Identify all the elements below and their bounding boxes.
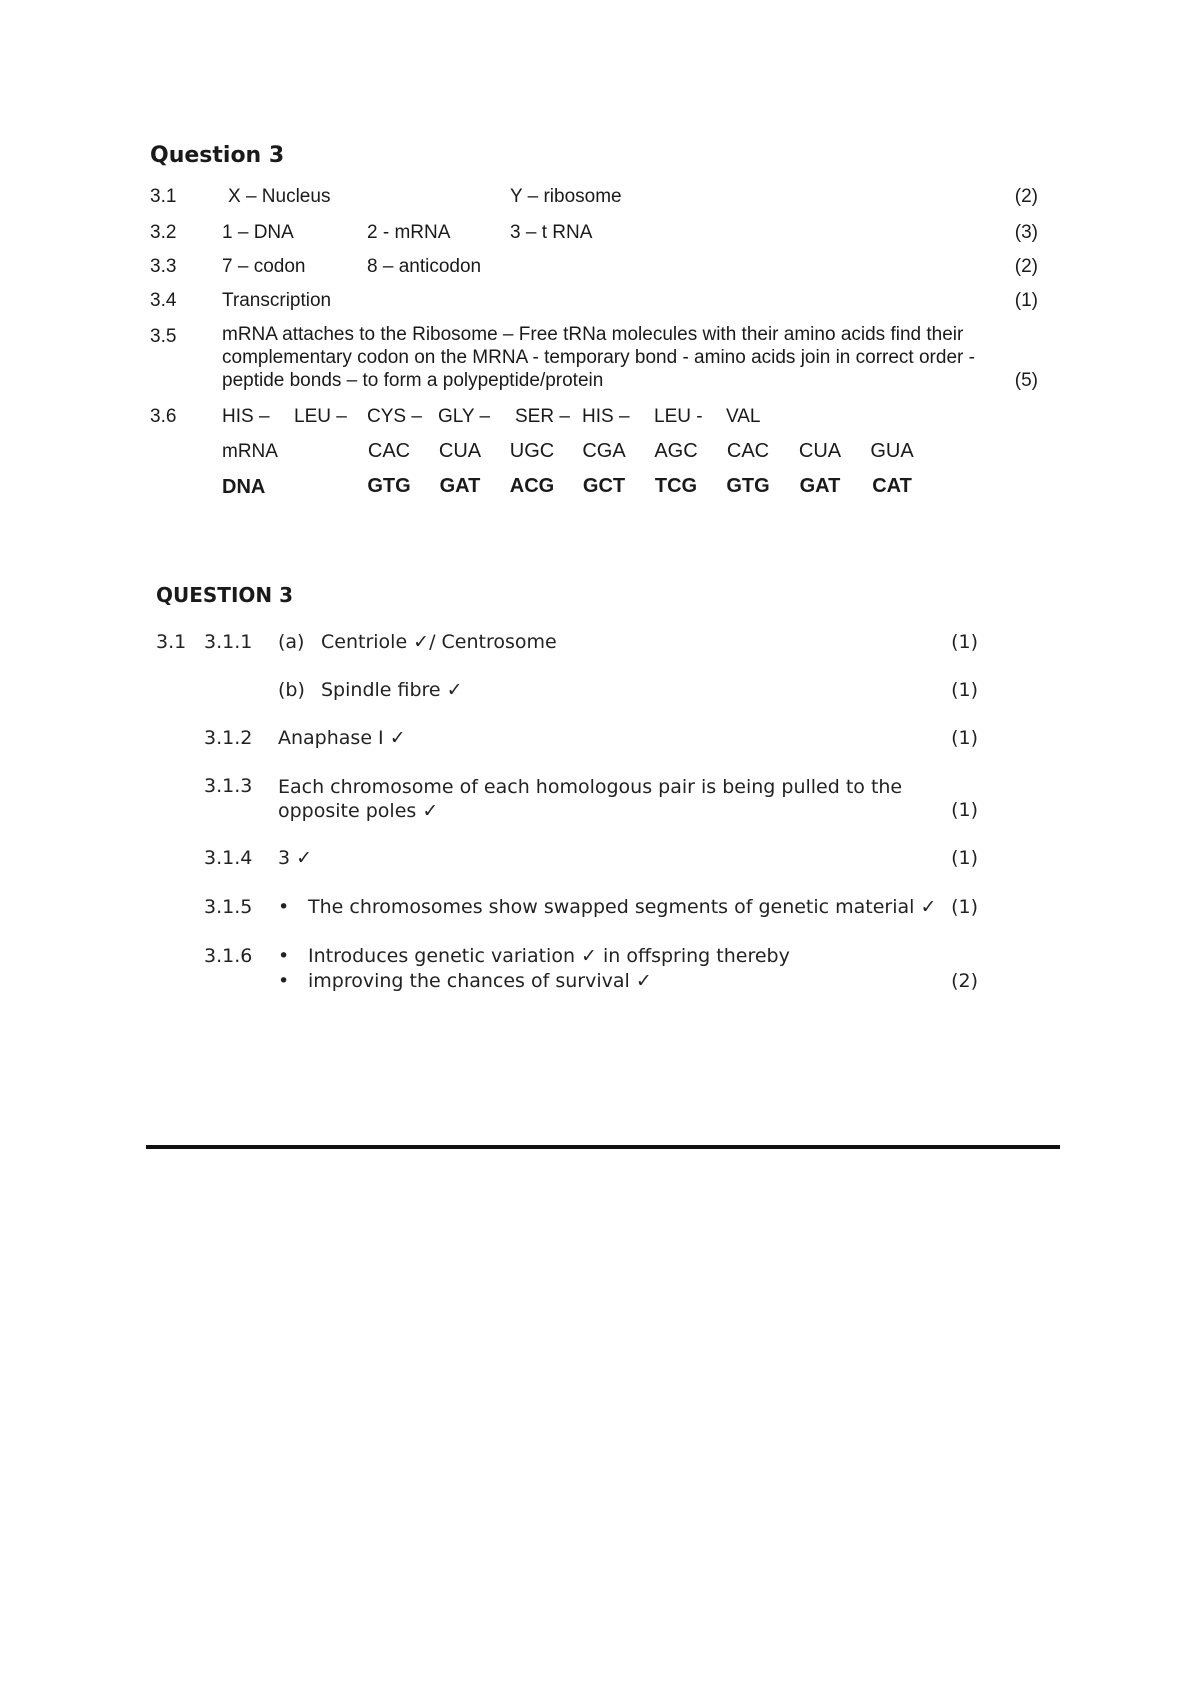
q3-1-3-number: 3.1.3 bbox=[204, 775, 253, 797]
bullet-icon: • bbox=[278, 970, 290, 992]
q3-1-1-b-label: (b) bbox=[278, 679, 305, 701]
q3-1-1-b-marks: (1) bbox=[951, 679, 978, 701]
mrna-codon: UGC bbox=[509, 440, 555, 462]
q3-5-number: 3.5 bbox=[150, 326, 177, 347]
amino-acid: GLY – bbox=[438, 406, 491, 427]
q3-1-1-a-marks: (1) bbox=[951, 631, 978, 653]
dna-codon: TCG bbox=[654, 475, 698, 497]
mrna-codon: AGC bbox=[654, 440, 698, 462]
q3-1-3-answer bbox=[278, 775, 918, 823]
q3-1-6-bullet-2 bbox=[278, 970, 652, 992]
dna-codon: GCT bbox=[582, 475, 626, 497]
section-b-title: QUESTION 3 bbox=[156, 583, 294, 607]
dna-label: DNA bbox=[222, 476, 266, 498]
q3-4-marks: (1) bbox=[1014, 290, 1038, 311]
mrna-label: mRNA bbox=[222, 441, 278, 462]
q3-1-5-number: 3.1.5 bbox=[204, 896, 253, 918]
q3-1-1-number: 3.1.1 bbox=[204, 631, 253, 653]
q3-1-2-number: 3.1.2 bbox=[204, 727, 253, 749]
q3-1-answer-y: Y – ribosome bbox=[510, 186, 622, 207]
dna-codon: GTG bbox=[367, 475, 411, 497]
dna-codon: ACG bbox=[509, 475, 555, 497]
q3-1-1-b-answer: Spindle fibre ✓ bbox=[321, 679, 463, 701]
q3-1-5-text: The chromosomes show swapped segments of genetic material ✓ bbox=[308, 896, 937, 918]
mrna-codon: CGA bbox=[582, 440, 626, 462]
q3-1-6-number: 3.1.6 bbox=[204, 945, 253, 967]
q3-1-marks: (2) bbox=[1014, 186, 1038, 207]
q3-1-4-marks: (1) bbox=[951, 847, 978, 869]
q3-3-marks: (2) bbox=[1014, 256, 1038, 277]
q3-2-answer-2: 2 - mRNA bbox=[367, 222, 451, 243]
q3-5-line: complementary codon on the MRNA - temporary bond - amino acids join in correct order - bbox=[222, 347, 975, 368]
q3-5-line: mRNA attaches to the Ribosome – Free tRNa molecules with their amino acids find their bbox=[222, 324, 964, 345]
amino-acid: LEU – bbox=[294, 406, 347, 427]
q3-1-3-marks: (1) bbox=[951, 799, 978, 821]
dna-codon: GAT bbox=[799, 475, 841, 497]
horizontal-rule bbox=[146, 1145, 1060, 1149]
q3-1-6-line: improving the chances of survival ✓ bbox=[308, 970, 652, 992]
amino-acid: LEU - bbox=[654, 406, 703, 427]
q3-4-answer: Transcription bbox=[222, 290, 332, 311]
dna-codon: GAT bbox=[439, 475, 481, 497]
section-a-title: Question 3 bbox=[150, 143, 285, 168]
q3-1-4-number: 3.1.4 bbox=[204, 847, 253, 869]
dna-codon: CAT bbox=[872, 475, 912, 497]
amino-acid: VAL bbox=[726, 406, 761, 427]
q3-1-6-line: Introduces genetic variation ✓ in offspring thereby bbox=[308, 945, 790, 967]
q3-1-6-marks: (2) bbox=[951, 970, 978, 992]
q3-1-number-b: 3.1 bbox=[156, 631, 187, 653]
amino-acid: HIS – bbox=[222, 406, 270, 427]
q3-1-6-bullet-1 bbox=[278, 945, 790, 967]
mrna-codon: GUA bbox=[870, 440, 914, 462]
mrna-codon: CUA bbox=[798, 440, 842, 462]
q3-2-number: 3.2 bbox=[150, 222, 177, 243]
amino-acid: CYS – bbox=[367, 406, 422, 427]
mrna-codon: CAC bbox=[367, 440, 411, 462]
q3-2-answer-1: 1 – DNA bbox=[222, 222, 294, 243]
q3-3-answer-8: 8 – anticodon bbox=[367, 256, 482, 277]
mrna-codon: CAC bbox=[726, 440, 770, 462]
q3-5-marks: (5) bbox=[1014, 370, 1038, 391]
q3-1-3-line: Each chromosome of each homologous pair is being pulled to the bbox=[278, 776, 903, 798]
q3-1-3-line: opposite poles ✓ bbox=[278, 800, 439, 822]
q3-5-line: peptide bonds – to form a polypeptide/protein bbox=[222, 370, 604, 391]
q3-6-number: 3.6 bbox=[150, 406, 177, 427]
q3-1-4-answer: 3 ✓ bbox=[278, 847, 313, 869]
bullet-icon: • bbox=[278, 896, 290, 918]
q3-1-2-answer: Anaphase I ✓ bbox=[278, 727, 406, 749]
q3-2-marks: (3) bbox=[1014, 222, 1038, 243]
bullet-icon: • bbox=[278, 945, 290, 967]
q3-1-answer-x: X – Nucleus bbox=[228, 186, 331, 207]
dna-codon: GTG bbox=[726, 475, 770, 497]
q3-3-answer-7: 7 – codon bbox=[222, 256, 306, 277]
q3-4-number: 3.4 bbox=[150, 290, 177, 311]
amino-acid: HIS – bbox=[582, 406, 630, 427]
q3-3-number: 3.3 bbox=[150, 256, 177, 277]
amino-acid: SER – bbox=[515, 406, 570, 427]
q3-1-1-a-answer: Centriole ✓/ Centrosome bbox=[321, 631, 557, 653]
q3-5-answer bbox=[222, 323, 1042, 392]
q3-1-number: 3.1 bbox=[150, 186, 177, 207]
q3-1-5-answer bbox=[278, 896, 936, 918]
q3-1-2-marks: (1) bbox=[951, 727, 978, 749]
mrna-codon: CUA bbox=[438, 440, 482, 462]
q3-1-1-a-label: (a) bbox=[278, 631, 305, 653]
q3-2-answer-3: 3 – t RNA bbox=[510, 222, 593, 243]
q3-1-5-marks: (1) bbox=[951, 896, 978, 918]
